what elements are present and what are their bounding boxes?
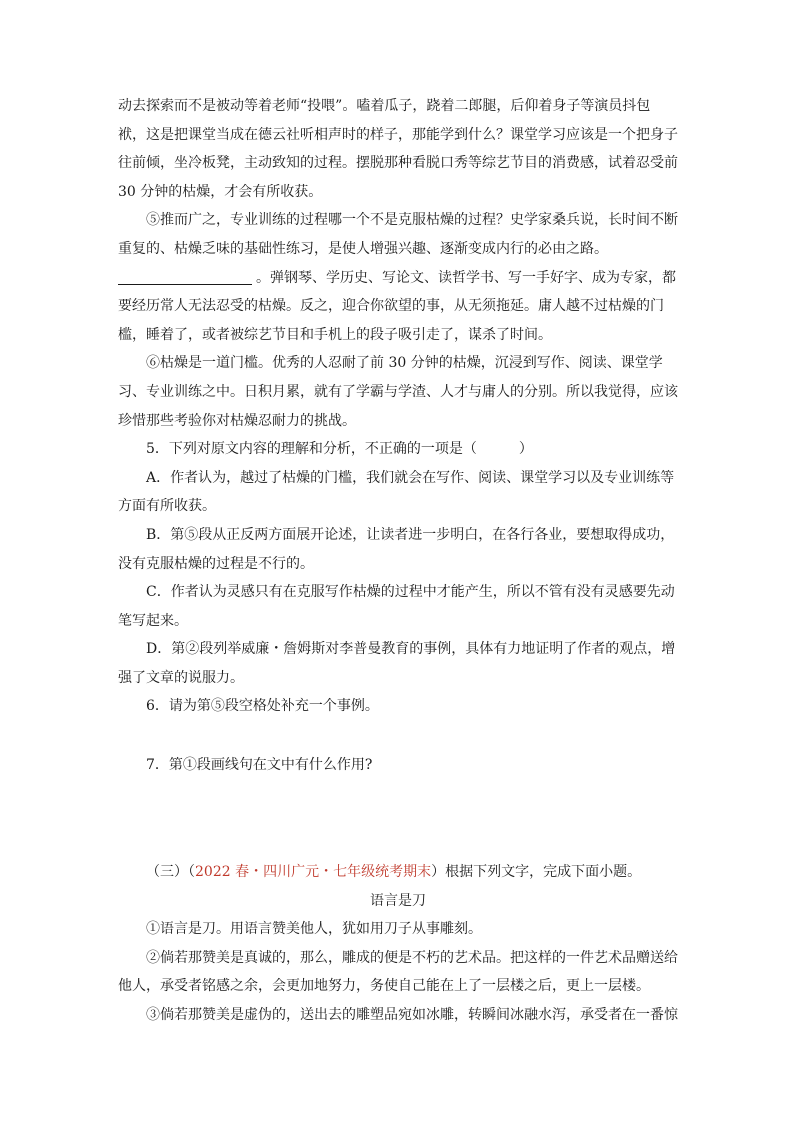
section-3-header [118, 858, 678, 887]
section-3-prefix: （三）（ [146, 864, 195, 880]
section-3-block [118, 858, 678, 1030]
question-5-option-a: A．作者认为，越过了枯燥的门槛，我们就会在写作、阅读、课堂学习以及专业训练等方面有所收获。 [118, 469, 675, 515]
question-5-option-c: C．作者认为灵感只有在克服写作枯燥的过程中才能产生，所以不管有没有灵感要先动笔写起来。 [118, 584, 675, 629]
paragraph-5 [118, 206, 678, 349]
question-5-option-d: D．第②段列举威廉・詹姆斯对李普曼教育的事例，具体有力地证明了作者的观点，增强了文章的说服力。 [118, 641, 676, 686]
article-paragraph-3: ③倘若那赞美是虚伪的，送出去的雕塑品宛如冰雕，转瞬间冰融水泻，承受者在一番惊 [146, 1006, 678, 1023]
passage-2-body [118, 92, 678, 721]
article-paragraph-1: ①语言是刀。用语言赞美他人，犹如用刀子从事雕刻。 [146, 921, 482, 938]
article-title: 语言是刀 [370, 892, 426, 909]
article-paragraph-2: ②倘若那赞美是真诚的，那么，雕成的便是不朽的艺术品。把这样的一件艺术品赠送给他人，承受者铭感之余，会更加地努力，务使自己能在上了一层楼之后，更上一层楼。 [118, 949, 678, 995]
question-7: 7．第①段画线句在文中有什么作用? [146, 757, 373, 773]
answer-blank[interactable] [118, 268, 252, 285]
section-3-source: 2022 春・四川广元・七年级统考期末 [195, 864, 432, 880]
question-5: 5．下列对原文内容的理解和分析，不正确的一项是（ ） [146, 441, 533, 458]
paragraph-6: ⑥枯燥是一道门槛。优秀的人忍耐了前 30 分钟的枯燥，沉浸到写作、阅读、课堂学习、专业训练之中。日积月累，就有了学霸与学渣、人才与庸人的分别。所以我觉得，应该珍惜那些考验你对枯燥忍耐力的挑战。 [118, 355, 678, 429]
paragraph-5-part-b: 。弹钢琴、学历史、写论文、读哲学书、写一手好字、成为专家，都要经历常人无法忍受的枯燥。反之，迎合你欲望的事，从无须拖延。庸人越不过枯燥的门槛，睡着了，或者被综艺节目和手机上的段子吸引走了，谋杀了时间。 [118, 269, 676, 343]
paragraph-continued: 动去探索而不是被动等着老师“投喂”。嗑着瓜子，跷着二郎腿，后仰着身子等演员抖包袱，这是把课堂当成在德云社听相声时的样子，那能学到什么？课堂学习应该是一个把身子往前倾，坐冷板凳，主动致知的过程。摆脱那种看脱口秀等综艺节目的消费感，试着忍受前 30 分钟的枯燥，才会有所收获。 [118, 98, 678, 200]
paragraph-5-part-a: ⑤推而广之，专业训练的过程哪一个不是克服枯燥的过程？史学家桑兵说，长时间不断重复的、枯燥乏味的基础性练习，是使人增强兴趣、逐渐变成内行的必由之路。 [118, 212, 678, 257]
question-6: 6．请为第⑤段空格处补充一个事例。 [146, 698, 379, 715]
question-7-block [118, 751, 678, 780]
question-5-option-b: B．第⑤段从正反两方面展开论述，让读者进一步明白，在各行各业，要想取得成功，没有克服枯燥的过程是不行的。 [118, 526, 675, 572]
section-3-suffix: ）根据下列文字，完成下面小题。 [431, 864, 642, 880]
